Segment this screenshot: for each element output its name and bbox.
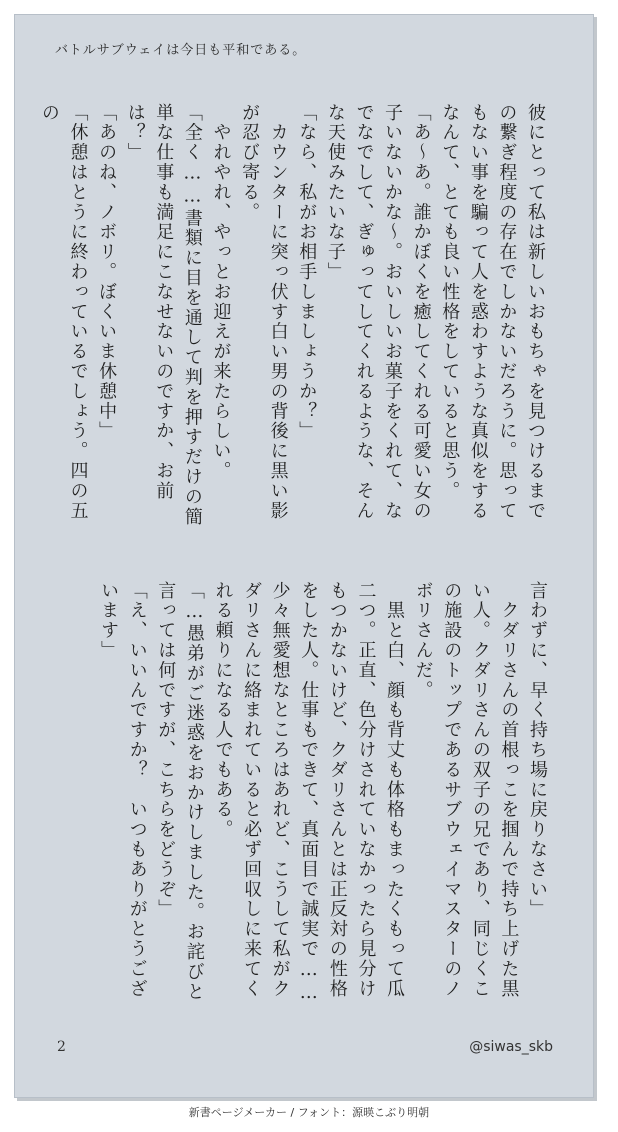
paragraph: 「全く……書類に目を通して判を押すだけの簡単な仕事も満足にこなせないのですか、お前は？」: [124, 103, 203, 527]
paragraph: 「あのね、ノボリ。ぼくいま休憩中」: [96, 103, 118, 442]
generator-credit: 新書ページメーカー / フォント：源暎こぶり明朝: [188, 1106, 430, 1119]
book-page: [14, 14, 594, 1098]
paragraph: クダリさんの首根っこを掴んで持ち上げた黒い人。クダリさんの双子の兄であり、同じくこの施設のトップであるサブウェイマスターのノボリさんだ。: [412, 581, 520, 999]
page-header: バトルサブウェイは今日も平和である。: [55, 43, 307, 58]
paragraph: やれやれ、やっとお迎えが来たらしい。: [210, 103, 232, 482]
page-number: 2: [57, 1039, 66, 1055]
paragraph: カウンターに突っ伏す白い男の背後に黒い影が忍び寄る。: [239, 103, 289, 521]
author-handle: @siwas_skb: [469, 1039, 553, 1055]
paragraph: 「あ〜あ。誰かぼくを癒してくれる可愛い女の子いないかな〜。おいしいお菓子をくれて、なでなでして、ぎゅってしてくれるような、そんな天使みたいな子」: [324, 103, 432, 521]
text-column-bottom: [51, 581, 551, 1011]
paragraph: 「なら、私がお相手しましょうか？」: [296, 103, 318, 442]
paragraph: 「…愚弟がご迷惑をおかけしました。お詫びと言っては何ですが、こちらをどうぞ」: [155, 581, 205, 1002]
paragraph: 黒と白、顔も背丈も体格もまったくもって瓜二つ。正直、色分けされていなかったら見分けもつかないけど、クダリさんとは正反対の性格をした人。仕事もできて、真面目で誠実で……少々無愛想なところはあれど、こうして私がクダリさんに絡まれていると必ず回収しに来てくれる頼りになる人でもある。: [212, 581, 406, 1005]
paragraph: 言わずに、早く持ち場に戻りなさい」: [527, 581, 548, 920]
paragraph: 彼にとって私は新しいおもちゃを見つけるまでの繋ぎ程度の存在でしかないだろうに。思ってもない事を騙って人を惑わすような真似をするなんて、とても良い性格をしていると思う。: [439, 103, 546, 521]
text-column-top: [38, 103, 549, 533]
paragraph: 「え、いいんですか？ いつもありがとうございます」: [98, 581, 148, 999]
paragraph: 「休憩はとうに終わっているでしょう。四の五の: [38, 103, 89, 521]
